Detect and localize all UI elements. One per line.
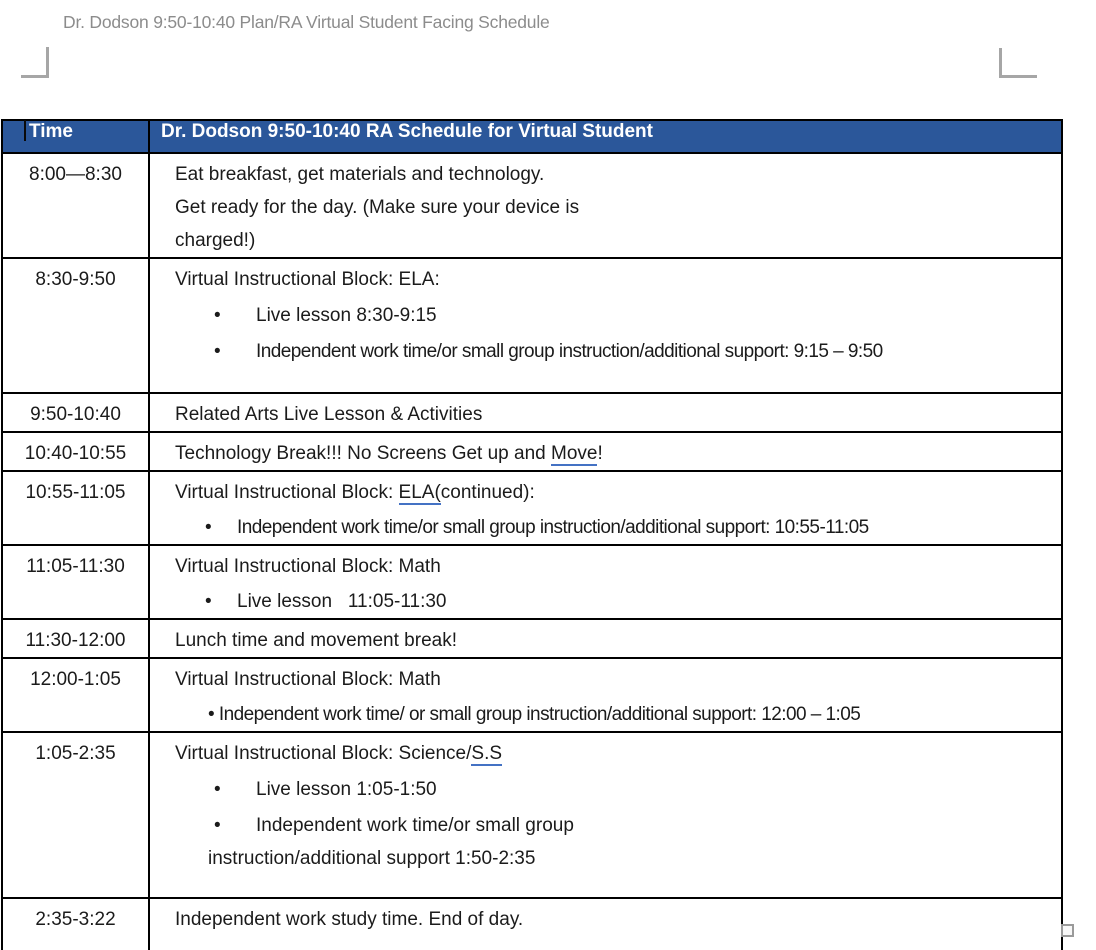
text-segment: instruction/additional support 1:50-2:35 (208, 848, 536, 869)
document-header-title: Dr. Dodson 9:50-10:40 Plan/RA Virtual Student Facing Schedule (63, 12, 550, 32)
text-segment: Independent work time/or small group (256, 815, 574, 836)
text-segment: Independent work time/or small group instruction/additional support: 9:15 – 9:50 (256, 341, 883, 362)
table-row (2, 658, 1062, 732)
table-row (2, 153, 1062, 258)
text-segment: Technology Break!!! No Screens Get up and (175, 443, 551, 464)
activity-cell (149, 393, 1062, 432)
time-cell: 11:05-11:30 (2, 545, 149, 619)
schedule-line (175, 191, 1053, 224)
time-cell: 8:00—8:30 (2, 153, 149, 258)
schedule-line (175, 809, 1053, 842)
schedule-line (175, 585, 1053, 618)
table-row (2, 898, 1062, 950)
table-row (2, 432, 1062, 471)
bullet-icon: • (214, 341, 221, 362)
schedule-line (175, 842, 1053, 875)
text-segment: Related Arts Live Lesson & Activities (175, 404, 483, 425)
text-segment: Independent work time/or small group instruction/additional support: 10:55-11:05 (237, 517, 869, 538)
activity-cell (149, 432, 1062, 471)
text-segment: Live lesson 1:05-1:50 (256, 779, 437, 800)
underlined-link-text[interactable]: S.S (471, 743, 503, 764)
table-row (2, 732, 1062, 898)
activity-cell (149, 258, 1062, 393)
bullet-icon: • (208, 704, 219, 725)
time-cell: 10:40-10:55 (2, 432, 149, 471)
schedule-line (175, 773, 1053, 806)
bullet-icon: • (214, 815, 221, 836)
schedule-line (175, 624, 1053, 657)
bullet-icon: • (214, 305, 221, 326)
schedule-line (175, 263, 1053, 296)
schedule-line (175, 335, 1053, 368)
schedule-line (175, 476, 1053, 509)
time-cell: 1:05-2:35 (2, 732, 149, 898)
schedule-line (175, 299, 1053, 332)
table-row (2, 258, 1062, 393)
schedule-line (175, 437, 1053, 470)
table-row (2, 545, 1062, 619)
text-segment: Virtual Instructional Block: (175, 482, 399, 503)
bullet-icon: • (205, 591, 212, 612)
schedule-line (175, 903, 1053, 936)
text-segment: Get ready for the day. (Make sure your device is (175, 197, 580, 218)
schedule-line (175, 224, 1053, 257)
text-segment: Lunch time and movement break! (175, 630, 457, 651)
time-cell: 9:50-10:40 (2, 393, 149, 432)
text-segment: Independent work time/ or small group instruction/additional support: 12:00 – 1:05 (218, 704, 861, 725)
table-resize-handle[interactable] (1061, 924, 1074, 937)
time-cell: 12:00-1:05 (2, 658, 149, 732)
activity-cell (149, 471, 1062, 545)
text-cursor (24, 120, 26, 141)
time-column-header-label: Time (29, 121, 74, 142)
bullet-icon: • (214, 779, 221, 800)
time-column-header (2, 120, 149, 153)
underlined-link-text[interactable]: ELA( (398, 482, 441, 503)
time-cell: 11:30-12:00 (2, 619, 149, 658)
text-segment: Live lesson 8:30-9:15 (256, 305, 437, 326)
page-margin-corner-mark-left (21, 47, 49, 78)
text-segment: Independent work study time. End of day. (175, 909, 524, 930)
activity-cell (149, 545, 1062, 619)
schedule-line (175, 698, 1053, 731)
text-segment: Virtual Instructional Block: Science/ (175, 743, 472, 764)
table-header-row (2, 120, 1062, 153)
schedule-line (175, 663, 1053, 696)
schedule-line (175, 550, 1053, 583)
text-segment: Virtual Instructional Block: Math (175, 669, 441, 690)
schedule-line (175, 511, 1053, 544)
time-cell: 2:35-3:22 (2, 898, 149, 950)
activity-cell (149, 658, 1062, 732)
activity-cell (149, 619, 1062, 658)
activity-column-header (149, 120, 1062, 153)
activity-cell (149, 898, 1062, 950)
text-segment: charged!) (175, 230, 256, 251)
activity-column-header-label: Dr. Dodson 9:50-10:40 RA Schedule for Virtual Student (161, 121, 653, 142)
table-row (2, 471, 1062, 545)
underlined-link-text[interactable]: Move (551, 443, 598, 464)
activity-cell (149, 153, 1062, 258)
bullet-icon: • (205, 517, 212, 538)
time-cell: 10:55-11:05 (2, 471, 149, 545)
text-segment: Eat breakfast, get materials and technology. (175, 164, 545, 185)
schedule-line (175, 737, 1053, 770)
activity-cell (149, 732, 1062, 898)
text-segment: continued): (440, 482, 535, 503)
text-segment: Live lesson 11:05-11:30 (237, 591, 447, 612)
text-segment: Virtual Instructional Block: Math (175, 556, 441, 577)
time-cell: 8:30-9:50 (2, 258, 149, 393)
schedule-table (1, 119, 1063, 950)
page-margin-corner-mark-right (999, 48, 1037, 78)
text-segment: ! (597, 443, 603, 464)
schedule-line (175, 398, 1053, 431)
table-row (2, 393, 1062, 432)
table-row (2, 619, 1062, 658)
schedule-line (175, 158, 1053, 191)
text-segment: Virtual Instructional Block: ELA: (175, 269, 440, 290)
